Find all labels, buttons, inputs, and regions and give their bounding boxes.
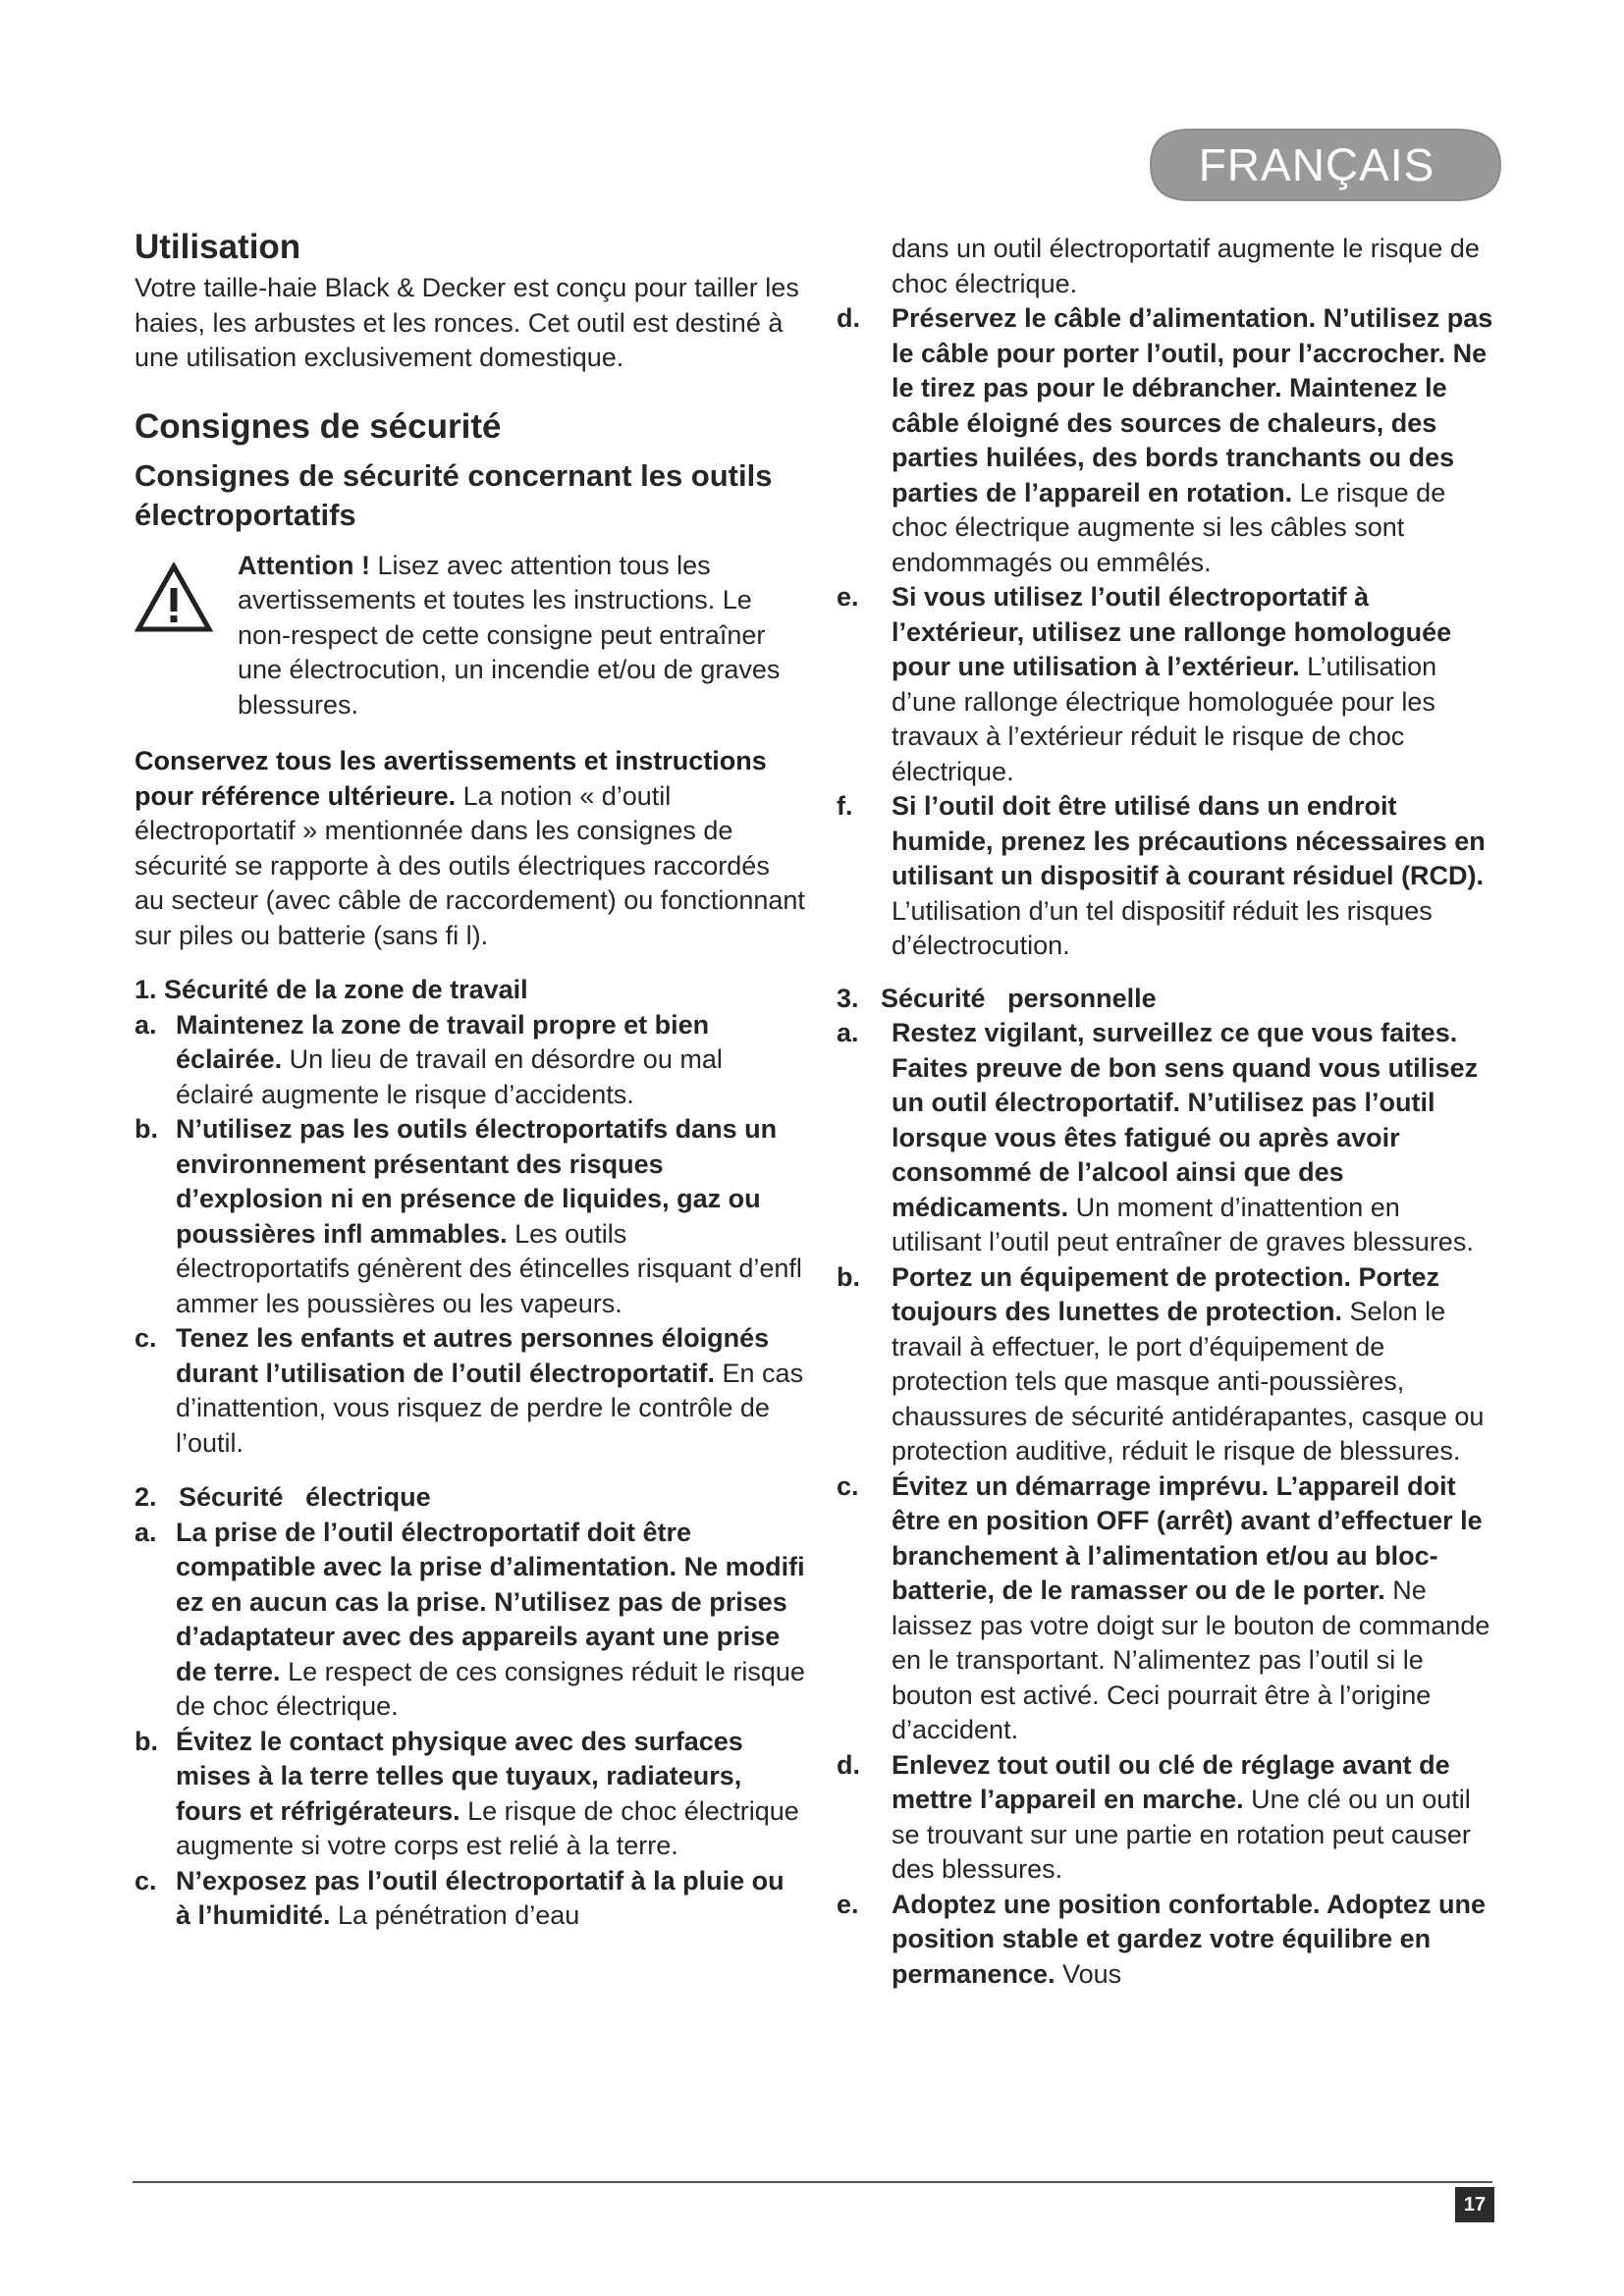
item-text: Un moment d’inattention en utilisant l’outil peut entraîner de graves blessures. <box>892 1192 1474 1256</box>
item-bold: Enlevez tout outil ou clé de réglage avant de mettre l’appareil en marche. <box>892 1749 1450 1814</box>
item-label: a. <box>135 1517 157 1547</box>
item-label: c. <box>837 1470 859 1501</box>
item-3e <box>837 1888 1494 1993</box>
item-label: e. <box>837 1889 859 1919</box>
item-2b <box>135 1725 805 1864</box>
item-bold: Si vous utilisez l’outil électroportatif à l’extérieur, utilisez une rallonge homologuée pour une utilisation à l’extérieur. <box>892 582 1452 681</box>
warning-triangle-icon <box>135 562 213 633</box>
item-label: f. <box>837 791 853 821</box>
item-3c <box>837 1469 1494 1748</box>
item-bold: Maintenez la zone de travail propre et bien éclairée. <box>176 1009 710 1074</box>
right-column <box>837 232 1494 1992</box>
item-text: Un lieu de travail en désordre ou mal éclairé augmente le risque d’accidents. <box>176 1044 723 1109</box>
item-bold: N’exposez pas l’outil électroportatif à la pluie ou à l’humidité. <box>176 1865 785 1930</box>
item-label: d. <box>837 1749 860 1780</box>
item-label: c. <box>135 1323 157 1353</box>
item-1b <box>135 1112 805 1321</box>
item-label: a. <box>837 1018 859 1047</box>
item-1c <box>135 1321 805 1461</box>
item-3a <box>837 1016 1494 1260</box>
item-label: b. <box>135 1726 158 1756</box>
section-3-title: 3. Sécurité personnelle <box>837 983 1157 1013</box>
continued-text: dans un outil électroportatif augmente le risque de choc électrique. <box>892 234 1480 298</box>
item-2e <box>837 580 1494 789</box>
item-text: Une clé ou un outil se trouvant sur une partie en rotation peut causer des blessures. <box>892 1785 1471 1884</box>
warning-text: Lisez avec attention tous les avertissements et toutes les instructions. Le non-respect de cette consigne peut entraîner une électrocution, un incendie et/ou de graves blessures. <box>238 550 781 720</box>
section-2-title: 2. Sécurité électrique <box>135 1482 431 1512</box>
section-1-title: 1. Sécurité de la zone de travail <box>135 975 528 1004</box>
item-bold: N’utilisez pas les outils électroportatifs dans un environnement présentant des risques d’explosion ni en présence de liquides, gaz ou poussières infl ammables. <box>176 1114 778 1249</box>
keep-instructions-paragraph <box>135 744 805 953</box>
item-bold: Adoptez une position confortable. Adoptez une position stable et gardez votre équilibre en permanence. <box>892 1889 1486 1989</box>
item-text: Ne laissez pas votre doigt sur le bouton de commande en le transportant. N’alimentez pas l’outil si le bouton est activé. Ceci pourrait être à l’origine d’accident. <box>892 1575 1490 1744</box>
item-bold: Tenez les enfants et autres personnes éloignés durant l’utilisation de l’outil électroportatif. <box>176 1323 770 1388</box>
item-bold: Évitez un démarrage imprévu. L’appareil doit être en position OFF (arrêt) avant d’effectuer le branchement à l’alimentation et/ou au bloc-batterie, de le ramasser ou de le porter. <box>892 1470 1483 1605</box>
language-tab <box>1131 126 1502 204</box>
item-text: L’utilisation d’un tel dispositif réduit les risques d’électrocution. <box>892 895 1433 960</box>
item-text: Le risque de choc électrique augmente si les câbles sont endommagés ou emmêlés. <box>892 477 1446 577</box>
item-text: Les outils électroportatifs génèrent des étincelles risquant d’enfl ammer les poussières ou les vapeurs. <box>176 1218 802 1318</box>
item-bold: Préservez le câble d’alimentation. N’utilisez pas le câble pour porter l’outil, pour l’accrocher. Ne le tirez pas pour le débrancher. Maintenez le câble éloigné des sources de chaleurs, des parties huilées, des bords tranchants ou des parties de l’appareil en rotation. <box>892 303 1493 507</box>
item-bold: Portez un équipement de protection. Portez toujours des lunettes de protection. <box>892 1261 1440 1326</box>
page-number: 17 <box>1455 2187 1494 2222</box>
item-text: Vous <box>1055 1958 1122 1989</box>
item-label: e. <box>837 582 859 612</box>
item-label: d. <box>837 303 860 333</box>
item-bold: La prise de l’outil électroportatif doit être compatible avec la prise d’alimentation. Ne modifi ez en aucun cas la prise. N’utilisez pas de prises d’adaptateur avec des appareils ayant une prise de terre. <box>176 1517 805 1686</box>
item-bold: Si l’outil doit être utilisé dans un endroit humide, prenez les précautions nécessaires en utilisant un dispositif à courant résiduel (RCD). <box>892 791 1486 890</box>
item-label: a. <box>135 1009 157 1040</box>
item-bold: Évitez le contact physique avec des surfaces mises à la terre telles que tuyaux, radiateurs, fours et réfrigérateurs. <box>176 1726 743 1826</box>
item-3d <box>837 1748 1494 1888</box>
item-text: La pénétration d’eau <box>330 1900 580 1930</box>
language-label: FRANÇAIS <box>1198 139 1435 190</box>
utilisation-heading: Utilisation <box>135 228 301 266</box>
keep-text: La notion « d’outil électroportatif » mentionnée dans les consignes de sécurité se rapporte à des outils électriques raccordés au secteur (avec câble de raccordement) ou fonctionnant sur piles ou batterie (sans fi l). <box>135 780 805 950</box>
item-text: En cas d’inattention, vous risquez de perdre le contrôle de l’outil. <box>176 1358 804 1458</box>
safety-subheading: Consignes de sécurité concernant les outils électroportatifs <box>135 457 773 532</box>
item-2c <box>135 1864 805 1934</box>
item-label: b. <box>135 1114 158 1144</box>
item-1a <box>135 1008 805 1113</box>
item-text: Le risque de choc électrique augmente si votre corps est relié à la terre. <box>176 1795 799 1860</box>
keep-bold: Conservez tous les avertissements et instructions pour référence ultérieure. <box>135 746 767 811</box>
item-3b <box>837 1260 1494 1469</box>
item-text: Selon le travail à effectuer, le port d’équipement de protection tels que masque anti-poussières, chaussures de sécurité antidérapantes, casque ou protection auditive, réduit le risque de blessures. <box>892 1297 1485 1466</box>
item-label: b. <box>837 1261 860 1292</box>
item-2a <box>135 1516 805 1725</box>
warning-bold: Attention ! <box>238 550 370 580</box>
utilisation-paragraph: Votre taille-haie Black & Decker est conçu pour tailler les haies, les arbustes et les ronces. Cet outil est destiné à une utilisation exclusivement domestique. <box>135 273 799 372</box>
item-text: L’utilisation d’une rallonge électrique homologuée pour les travaux à l’extérieur réduit le risque de choc électrique. <box>892 652 1437 786</box>
safety-heading: Consignes de sécurité <box>135 406 502 446</box>
item-2f <box>837 789 1494 964</box>
footer-rule <box>133 2181 1492 2183</box>
item-2d <box>837 301 1494 580</box>
item-bold: Restez vigilant, surveillez ce que vous faites. Faites preuve de bon sens quand vous utilisez un outil électroportatif. N’utilisez pas l’outil lorsque vous êtes fatigué ou après avoir consommé de l’alcool ainsi que des médicaments. <box>892 1018 1479 1222</box>
left-column <box>135 226 805 1934</box>
item-label: c. <box>135 1865 157 1896</box>
item-text: Le respect de ces consignes réduit le risque de choc électrique. <box>176 1656 805 1721</box>
warning-block <box>135 549 805 723</box>
